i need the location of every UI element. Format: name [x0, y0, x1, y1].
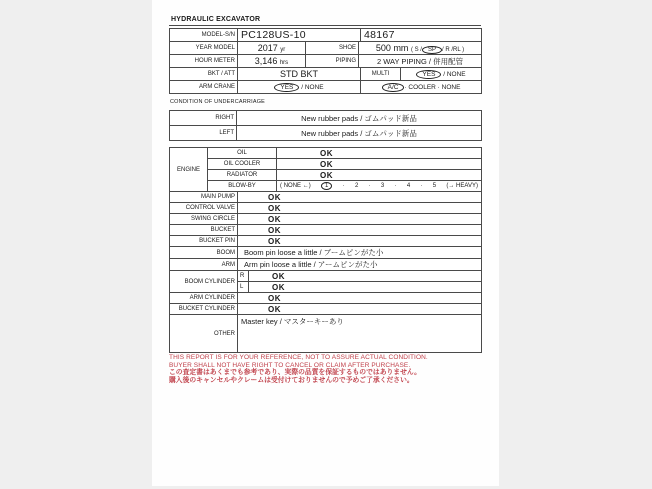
model-label: MODEL-S/N — [170, 29, 238, 42]
left-track-label: LEFT — [170, 126, 237, 141]
table-row — [170, 126, 482, 141]
swing-circle-label: SWING CIRCLE — [170, 214, 238, 225]
ac-circled-option: A/C — [382, 83, 405, 92]
bkt-att-label: BKT / ATT — [170, 68, 238, 81]
table-row — [170, 293, 482, 304]
arm-cylinder-label: ARM CYLINDER — [170, 293, 238, 304]
undercarriage-table — [169, 110, 482, 141]
engine-oil-label: OIL — [208, 148, 277, 159]
piping-value: 2 WAY PIPING / 併用配管 — [359, 55, 482, 68]
table-row — [170, 259, 482, 271]
disclaimer-line-jp-1: この査定書はあくまでも参考であり、実際の品質を保証するものではありません。 — [169, 369, 421, 377]
main-pump-value: OK — [238, 192, 482, 203]
control-valve-value: OK — [238, 203, 482, 214]
table-row — [170, 304, 482, 315]
table-row — [170, 225, 482, 236]
boom-value: Boom pin loose a little / ブームピンがた小 — [238, 247, 482, 259]
hour-unit: hrs — [279, 60, 289, 66]
bucket-cylinder-label: BUCKET CYLINDER — [170, 304, 238, 315]
table-row — [170, 170, 482, 181]
left-track-value: New rubber pads / ゴムパッド新品 — [237, 126, 482, 141]
multi-value: YES / NONE — [401, 68, 482, 81]
boom-cylinder-l-value: OK — [249, 282, 482, 293]
oil-cooler-value: OK — [277, 159, 482, 170]
report-page — [152, 0, 499, 486]
right-track-label: RIGHT — [170, 111, 237, 126]
boom-label: BOOM — [170, 247, 238, 259]
table-row — [170, 29, 482, 42]
bucket-label: BUCKET — [170, 225, 238, 236]
serial-value: 48167 — [361, 29, 482, 42]
boom-cylinder-r-label: R — [238, 271, 249, 282]
table-row — [170, 203, 482, 214]
right-track-value: New rubber pads / ゴムパッド新品 — [237, 111, 482, 126]
swing-circle-value: OK — [238, 214, 482, 225]
engine-oil-value: OK — [277, 148, 482, 159]
boom-cylinder-l-label: L — [238, 282, 249, 293]
table-row — [170, 315, 482, 353]
disclaimer-block — [169, 354, 494, 384]
inspection-table — [169, 147, 482, 353]
year-label: YEAR MODEL — [170, 42, 238, 55]
table-row — [170, 236, 482, 247]
engine-label: ENGINE — [170, 148, 208, 192]
bucket-value: OK — [238, 225, 482, 236]
radiator-value: OK — [277, 170, 482, 181]
blow-by-label: BLOW-BY — [208, 181, 277, 192]
bucket-pin-label: BUCKET PIN — [170, 236, 238, 247]
table-row — [170, 42, 482, 55]
undercarriage-section-title: CONDITION OF UNDERCARRIAGE — [170, 99, 266, 105]
hour-meter-value: 3,146 hrs — [238, 55, 306, 68]
disclaimer-line-en-2: BUYER SHALL NOT HAVE RIGHT TO CANCEL OR CLAIM AFTER PURCHASE. — [169, 361, 411, 369]
table-row — [170, 192, 482, 203]
shoe-circled-option: SP — [422, 46, 442, 54]
table-row — [170, 159, 482, 170]
multi-circled-option: YES — [416, 70, 441, 79]
disclaimer-line-jp-2: 購入後のキャンセルやクレームは受付けておりませんので予めご了承ください。 — [169, 376, 414, 384]
oil-cooler-label: OIL COOLER — [208, 159, 277, 170]
disclaimer-line-en-1: THIS REPORT IS FOR YOUR REFERENCE, NOT TO ASSURE ACTUAL CONDITION. — [169, 354, 428, 361]
bucket-cylinder-value: OK — [238, 304, 482, 315]
other-label: OTHER — [170, 315, 238, 353]
multi-label: MULTI — [361, 68, 401, 81]
page-title: HYDRAULIC EXCAVATOR — [169, 16, 481, 26]
bucket-pin-value: OK — [238, 236, 482, 247]
arm-crane-circled-option: YES — [274, 83, 299, 92]
hour-meter-label: HOUR METER — [170, 55, 238, 68]
arm-crane-label: ARM CRANE — [170, 81, 238, 94]
piping-label: PIPING — [306, 55, 359, 68]
other-value: Master key / マスターキーあり — [238, 315, 482, 353]
year-value: 2017 yr — [238, 42, 306, 55]
table-row — [170, 214, 482, 225]
radiator-label: RADIATOR — [208, 170, 277, 181]
arm-value: Arm pin loose a little / アームピンがた小 — [238, 259, 482, 271]
control-valve-label: CONTROL VALVE — [170, 203, 238, 214]
arm-crane-value: YES / NONE — [238, 81, 361, 94]
table-row — [170, 148, 482, 159]
table-row — [170, 55, 482, 68]
arm-label: ARM — [170, 259, 238, 271]
table-row — [170, 81, 482, 94]
table-row — [170, 68, 482, 81]
table-row — [170, 271, 482, 282]
table-row — [170, 247, 482, 259]
shoe-label: SHOE — [306, 42, 359, 55]
spec-table — [169, 28, 482, 94]
blow-by-circled-value: 1 — [321, 182, 332, 190]
table-row — [170, 181, 482, 192]
arm-cylinder-value: OK — [238, 293, 482, 304]
blow-by-scale: ( NONE ←) 1 · 2 · 3 · 4 · 5 (→ HEAVY) — [277, 181, 482, 192]
main-pump-label: MAIN PUMP — [170, 192, 238, 203]
ac-cooler-value: A/C · COOLER · NONE — [361, 81, 482, 94]
year-unit: yr — [280, 47, 286, 53]
boom-cylinder-label: BOOM CYLINDER — [170, 271, 238, 293]
shoe-value: 500 mm ( S / SP / R /RL ) — [359, 42, 482, 55]
model-value: PC128US-10 — [238, 29, 361, 42]
boom-cylinder-r-value: OK — [249, 271, 482, 282]
bkt-value: STD BKT — [238, 68, 361, 81]
table-row — [170, 111, 482, 126]
